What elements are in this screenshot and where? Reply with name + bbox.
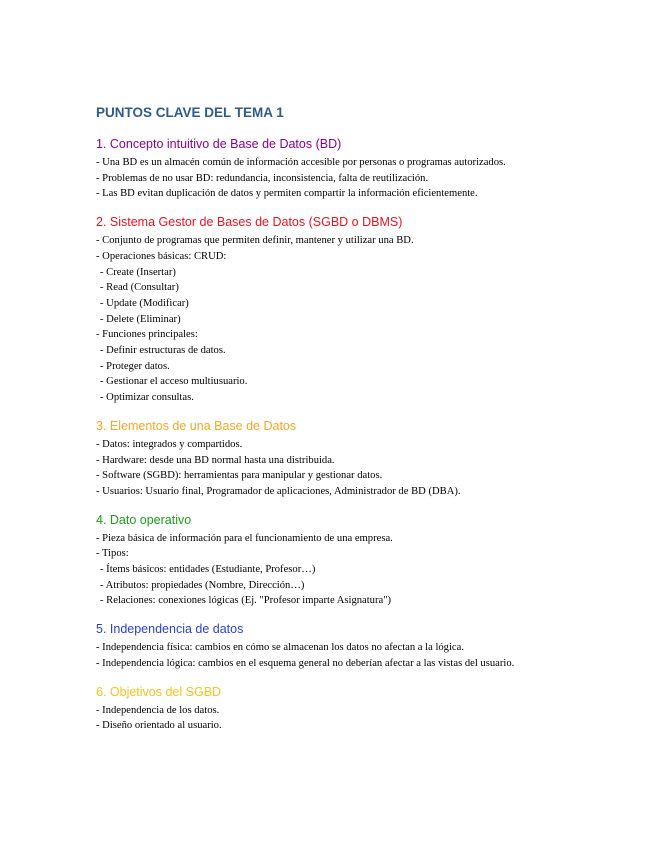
bullet-line: - Create (Insertar)	[100, 266, 176, 278]
bullet-line: - Software (SGBD): herramientas para manipular y gestionar datos.	[96, 470, 383, 482]
bullet-line: - Ítems básicos: entidades (Estudiante, Profesor…)	[100, 564, 316, 576]
section-5	[96, 621, 566, 671]
section-title: 6. Objetivos del SGBD	[96, 684, 222, 699]
section-title: 3. Elementos de una Base de Datos	[96, 418, 297, 433]
bullet-line: - Conjunto de programas que permiten definir, mantener y utilizar una BD.	[96, 235, 414, 247]
bullet-line: - Independencia de los datos.	[96, 704, 220, 716]
bullet-line: - Independencia lógica: cambios en el esquema general no deberían afectar a las vistas del usuario.	[96, 657, 515, 669]
bullet-line: - Definir estructuras de datos.	[100, 345, 226, 357]
bullet-line: - Update (Modificar)	[100, 297, 189, 309]
bullet-line: - Pieza básica de información para el funcionamiento de una empresa.	[96, 532, 393, 544]
bullet-line: - Datos: integrados y compartidos.	[96, 438, 243, 450]
bullet-line: - Tipos:	[96, 548, 129, 560]
section-3	[96, 418, 566, 500]
bullet-line: - Delete (Eliminar)	[100, 313, 181, 325]
bullet-line: - Independencia física: cambios en cómo se almacenan los datos no afectan a la lógica.	[96, 642, 464, 654]
bullet-line: - Relaciones: conexiones lógicas (Ej. "Profesor imparte Asignatura")	[100, 595, 392, 607]
section-1	[96, 136, 566, 202]
bullet-line: - Hardware: desde una BD normal hasta una distribuida.	[96, 454, 335, 466]
bullet-line: - Una BD es un almacén común de información accesible por personas o programas autorizados.	[96, 157, 506, 168]
section-6	[96, 684, 566, 734]
bullet-line: - Las BD evitan duplicación de datos y permiten compartir la información eficientemente.	[96, 188, 478, 200]
page-title: PUNTOS CLAVE DEL TEMA 1	[96, 105, 284, 120]
bullet-line: - Funciones principales:	[96, 329, 198, 341]
bullet-line: - Atributos: propiedades (Nombre, Dirección…)	[100, 579, 305, 591]
bullet-line: - Proteger datos.	[100, 360, 170, 372]
section-title: 5. Independencia de datos	[96, 622, 244, 637]
bullet-line: - Diseño orientado al usuario.	[96, 720, 222, 732]
bullet-line: - Gestionar el acceso multiusuario.	[100, 376, 248, 388]
section-4	[96, 512, 566, 610]
bullet-line: - Usuarios: Usuario final, Programador de aplicaciones, Administrador de BD (DBA).	[96, 485, 461, 497]
section-2	[96, 214, 566, 406]
bullet-line: - Optimizar consultas.	[100, 392, 194, 404]
section-title: 1. Concepto intuitivo de Base de Datos (BD)	[96, 137, 342, 151]
bullet-line: - Read (Consultar)	[100, 282, 179, 294]
document-page	[96, 104, 566, 746]
section-title: 2. Sistema Gestor de Bases de Datos (SGBD o DBMS)	[96, 215, 403, 230]
sections-container	[96, 136, 566, 734]
bullet-line: - Problemas de no usar BD: redundancia, inconsistencia, falta de reutilización.	[96, 172, 429, 184]
bullet-line: - Operaciones básicas: CRUD:	[96, 250, 227, 262]
section-title: 4. Dato operativo	[96, 512, 192, 527]
